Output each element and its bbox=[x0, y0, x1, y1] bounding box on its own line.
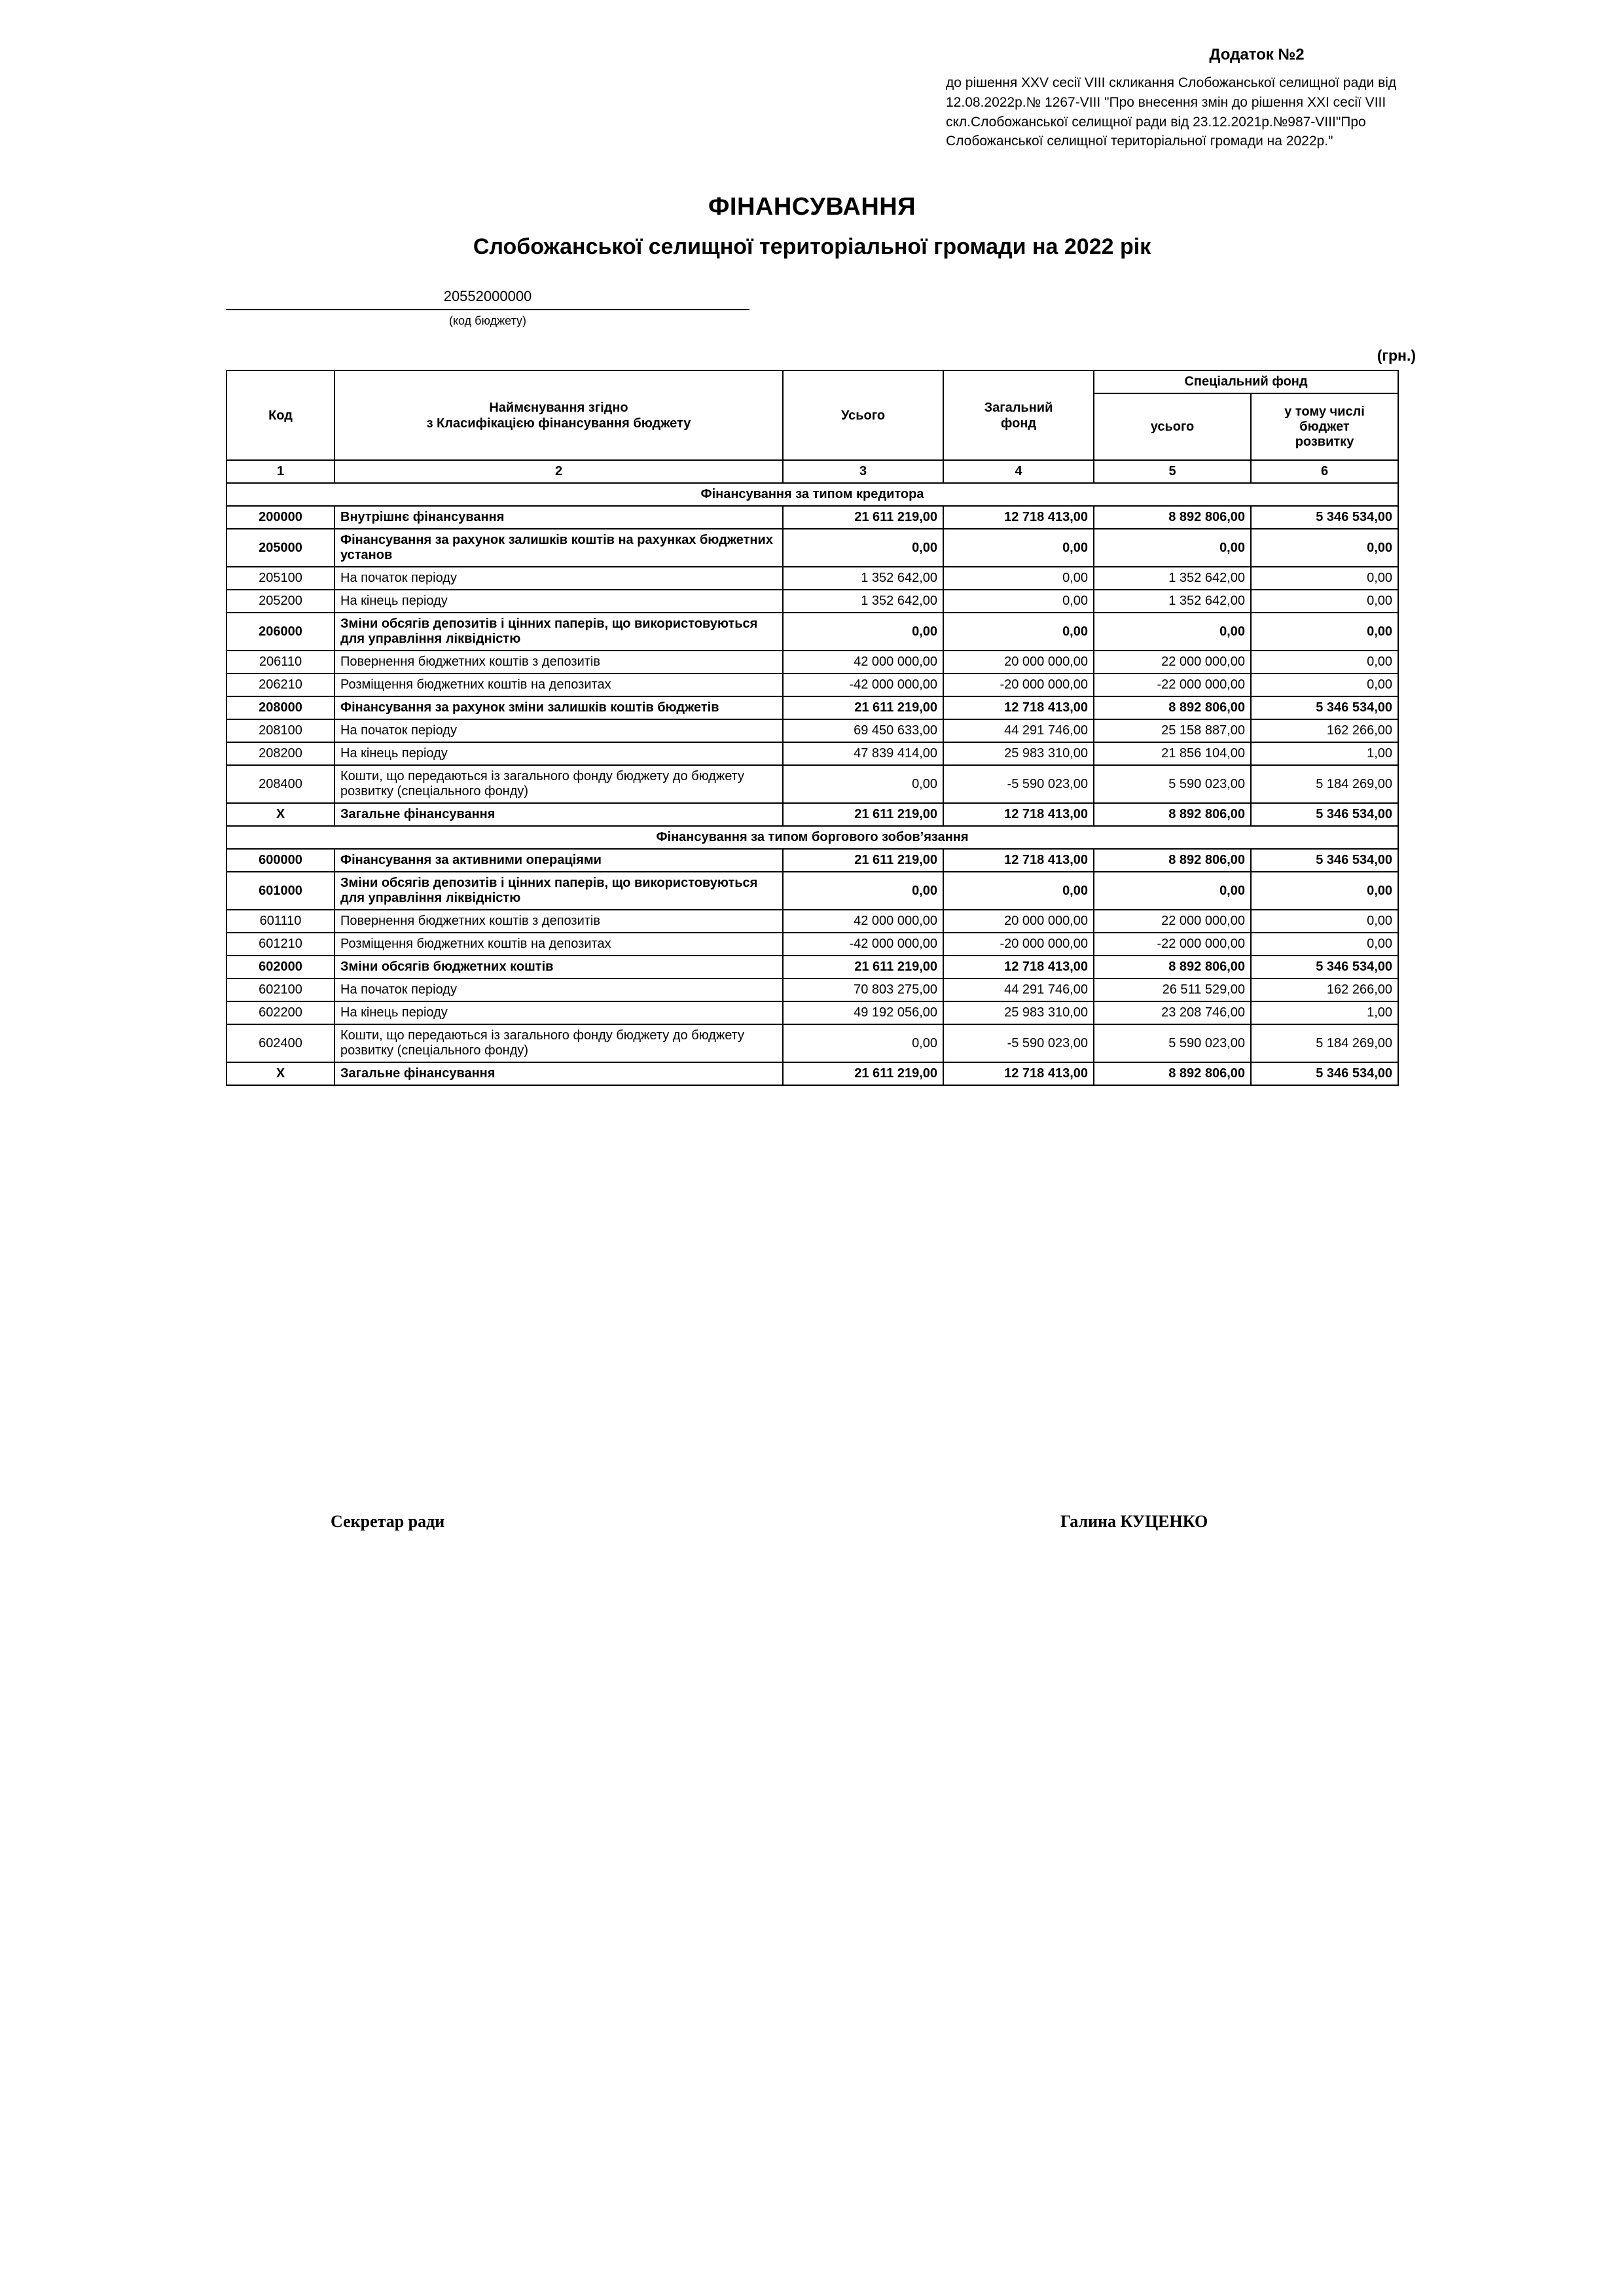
table-row bbox=[226, 849, 1398, 872]
row-code: 602000 bbox=[226, 956, 334, 978]
row-total: -42 000 000,00 bbox=[783, 673, 943, 696]
row-total: 21 611 219,00 bbox=[783, 849, 943, 872]
row-code: 200000 bbox=[226, 506, 334, 529]
row-name: Загальне фінансування bbox=[334, 1062, 783, 1085]
row-total: 21 611 219,00 bbox=[783, 1062, 943, 1085]
row-code: 205100 bbox=[226, 567, 334, 590]
row-development: 162 266,00 bbox=[1251, 978, 1398, 1001]
row-total: 49 192 056,00 bbox=[783, 1001, 943, 1024]
row-name: На початок періоду bbox=[334, 567, 783, 590]
header-total: Усього bbox=[783, 370, 943, 460]
row-name: Внутрішнє фінансування bbox=[334, 506, 783, 529]
row-total: 69 450 633,00 bbox=[783, 719, 943, 742]
row-name: Кошти, що передаються із загального фонду бюджету до бюджету розвитку (спеціального фонду) bbox=[334, 1024, 783, 1062]
row-name: Кошти, що передаються із загального фонду бюджету до бюджету розвитку (спеціального фонду) bbox=[334, 765, 783, 803]
header-special-development bbox=[1251, 393, 1398, 460]
row-special: 21 856 104,00 bbox=[1094, 742, 1251, 765]
row-general: 0,00 bbox=[943, 567, 1094, 590]
row-total: 0,00 bbox=[783, 613, 943, 651]
row-development: 5 184 269,00 bbox=[1251, 1024, 1398, 1062]
row-total: 21 611 219,00 bbox=[783, 696, 943, 719]
row-development: 1,00 bbox=[1251, 742, 1398, 765]
row-code: 206210 bbox=[226, 673, 334, 696]
row-special: 0,00 bbox=[1094, 529, 1251, 567]
row-total: 21 611 219,00 bbox=[783, 506, 943, 529]
row-general: 0,00 bbox=[943, 590, 1094, 613]
table-row bbox=[226, 1001, 1398, 1024]
row-total: 21 611 219,00 bbox=[783, 956, 943, 978]
row-total: 70 803 275,00 bbox=[783, 978, 943, 1001]
row-code: 601110 bbox=[226, 910, 334, 933]
row-name: Повернення бюджетних коштів з депозитів bbox=[334, 651, 783, 673]
row-name: Фінансування за рахунок зміни залишків коштів бюджетів bbox=[334, 696, 783, 719]
table-row bbox=[226, 613, 1398, 651]
row-total: 21 611 219,00 bbox=[783, 803, 943, 826]
row-development: 0,00 bbox=[1251, 872, 1398, 910]
table-row bbox=[226, 506, 1398, 529]
row-special: 8 892 806,00 bbox=[1094, 506, 1251, 529]
currency-note: (грн.) bbox=[1377, 347, 1416, 364]
row-code: 208400 bbox=[226, 765, 334, 803]
row-special: 8 892 806,00 bbox=[1094, 696, 1251, 719]
appendix-reference-line-1: до рішення XXV сесії VIII скликання Слобожанської селищної ради від bbox=[946, 75, 1397, 90]
row-name: Зміни обсягів депозитів і цінних паперів, що використовуються для управління ліквідністю bbox=[334, 872, 783, 910]
row-general: -20 000 000,00 bbox=[943, 933, 1094, 956]
row-special: 8 892 806,00 bbox=[1094, 803, 1251, 826]
header-general-fund bbox=[943, 370, 1094, 460]
signature-name: Галина КУЦЕНКО bbox=[1060, 1512, 1208, 1531]
row-name: Фінансування за активними операціями bbox=[334, 849, 783, 872]
table-row bbox=[226, 590, 1398, 613]
budget-code-value: 20552000000 bbox=[226, 288, 749, 310]
row-code: 208200 bbox=[226, 742, 334, 765]
row-development: 1,00 bbox=[1251, 1001, 1398, 1024]
row-special: 8 892 806,00 bbox=[1094, 849, 1251, 872]
table-row bbox=[226, 673, 1398, 696]
colnum-4: 4 bbox=[943, 460, 1094, 483]
row-development: 5 184 269,00 bbox=[1251, 765, 1398, 803]
row-special: 0,00 bbox=[1094, 613, 1251, 651]
row-code: 205200 bbox=[226, 590, 334, 613]
row-development: 0,00 bbox=[1251, 933, 1398, 956]
row-code: X bbox=[226, 1062, 334, 1085]
row-special: 0,00 bbox=[1094, 872, 1251, 910]
row-general: 12 718 413,00 bbox=[943, 506, 1094, 529]
row-code: 206110 bbox=[226, 651, 334, 673]
page-subtitle: Слобожанської селищної територіальної громади на 2022 рік bbox=[473, 234, 1151, 259]
row-special: -22 000 000,00 bbox=[1094, 933, 1251, 956]
appendix-number: Додаток №2 bbox=[1209, 46, 1305, 63]
row-code: 601000 bbox=[226, 872, 334, 910]
row-development: 0,00 bbox=[1251, 529, 1398, 567]
row-general: 20 000 000,00 bbox=[943, 910, 1094, 933]
table-row-total bbox=[226, 803, 1398, 826]
table-header-row-1 bbox=[226, 370, 1398, 393]
table-row bbox=[226, 1024, 1398, 1062]
row-development: 5 346 534,00 bbox=[1251, 696, 1398, 719]
row-name: Повернення бюджетних коштів з депозитів bbox=[334, 910, 783, 933]
header-general-fund-line-1: Загальний bbox=[984, 400, 1053, 415]
row-general: 20 000 000,00 bbox=[943, 651, 1094, 673]
section-title-2: Фінансування за типом боргового зобов’язання bbox=[226, 826, 1398, 849]
row-name: На початок періоду bbox=[334, 978, 783, 1001]
table-row-total bbox=[226, 1062, 1398, 1085]
row-development: 0,00 bbox=[1251, 590, 1398, 613]
table-row bbox=[226, 978, 1398, 1001]
row-name: Розміщення бюджетних коштів на депозитах bbox=[334, 933, 783, 956]
row-development: 0,00 bbox=[1251, 910, 1398, 933]
row-special: 26 511 529,00 bbox=[1094, 978, 1251, 1001]
appendix-reference-line-3: скл.Слобожанської селищної ради від 23.12.2021р.№987-VIII"Про bbox=[946, 114, 1366, 130]
header-special-total: усього bbox=[1094, 393, 1251, 460]
row-special: 25 158 887,00 bbox=[1094, 719, 1251, 742]
row-development: 5 346 534,00 bbox=[1251, 803, 1398, 826]
table-row bbox=[226, 567, 1398, 590]
header-name-line-1: Наймєнування згідно bbox=[489, 400, 628, 415]
row-name: На кінець періоду bbox=[334, 742, 783, 765]
row-special: 8 892 806,00 bbox=[1094, 956, 1251, 978]
row-general: 12 718 413,00 bbox=[943, 849, 1094, 872]
header-special-development-line-2: бюджет bbox=[1299, 419, 1350, 434]
row-total: 42 000 000,00 bbox=[783, 651, 943, 673]
header-name-line-2: з Класифікацією фінансування бюджету bbox=[426, 416, 691, 431]
table-row bbox=[226, 529, 1398, 567]
row-development: 162 266,00 bbox=[1251, 719, 1398, 742]
row-general: -5 590 023,00 bbox=[943, 1024, 1094, 1062]
row-name: На кінець періоду bbox=[334, 590, 783, 613]
table-row bbox=[226, 872, 1398, 910]
table-row bbox=[226, 910, 1398, 933]
row-development: 0,00 bbox=[1251, 567, 1398, 590]
row-code: 206000 bbox=[226, 613, 334, 651]
financing-table bbox=[226, 370, 1399, 1086]
row-general: -20 000 000,00 bbox=[943, 673, 1094, 696]
row-name: Загальне фінансування bbox=[334, 803, 783, 826]
header-special-fund: Спеціальний фонд bbox=[1094, 370, 1398, 393]
colnum-1: 1 bbox=[226, 460, 334, 483]
table-row bbox=[226, 651, 1398, 673]
row-total: 0,00 bbox=[783, 529, 943, 567]
row-code: 602200 bbox=[226, 1001, 334, 1024]
row-name: Зміни обсягів депозитів і цінних паперів, що використовуються для управління ліквідністю bbox=[334, 613, 783, 651]
row-development: 0,00 bbox=[1251, 651, 1398, 673]
row-general: 12 718 413,00 bbox=[943, 956, 1094, 978]
row-special: 5 590 023,00 bbox=[1094, 1024, 1251, 1062]
budget-code-caption: (код бюджету) bbox=[448, 314, 526, 327]
row-special: 22 000 000,00 bbox=[1094, 651, 1251, 673]
row-general: 44 291 746,00 bbox=[943, 978, 1094, 1001]
row-code: 205000 bbox=[226, 529, 334, 567]
row-development: 0,00 bbox=[1251, 613, 1398, 651]
appendix-reference-line-4: Слобожанської селищної територіальної громади на 2022р." bbox=[946, 134, 1333, 149]
row-general: 0,00 bbox=[943, 613, 1094, 651]
header-special-development-line-1: у тому числі bbox=[1284, 404, 1365, 419]
row-general: 25 983 310,00 bbox=[943, 1001, 1094, 1024]
row-code: X bbox=[226, 803, 334, 826]
signature-role: Секретар ради bbox=[331, 1512, 445, 1531]
table-row bbox=[226, 742, 1398, 765]
row-development: 5 346 534,00 bbox=[1251, 506, 1398, 529]
colnum-2: 2 bbox=[334, 460, 783, 483]
row-special: 5 590 023,00 bbox=[1094, 765, 1251, 803]
row-code: 208000 bbox=[226, 696, 334, 719]
row-special: -22 000 000,00 bbox=[1094, 673, 1251, 696]
row-general: 12 718 413,00 bbox=[943, 696, 1094, 719]
row-total: 1 352 642,00 bbox=[783, 567, 943, 590]
row-development: 5 346 534,00 bbox=[1251, 1062, 1398, 1085]
table-row bbox=[226, 956, 1398, 978]
row-name: На початок періоду bbox=[334, 719, 783, 742]
row-general: 12 718 413,00 bbox=[943, 1062, 1094, 1085]
row-special: 1 352 642,00 bbox=[1094, 590, 1251, 613]
row-general: 12 718 413,00 bbox=[943, 803, 1094, 826]
row-special: 1 352 642,00 bbox=[1094, 567, 1251, 590]
section-header-debt-obligation-type bbox=[226, 826, 1398, 849]
row-code: 601210 bbox=[226, 933, 334, 956]
row-name: На кінець періоду bbox=[334, 1001, 783, 1024]
row-total: 0,00 bbox=[783, 765, 943, 803]
section-title-1: Фінансування за типом кредитора bbox=[226, 483, 1398, 506]
appendix-header bbox=[946, 46, 1568, 151]
colnum-3: 3 bbox=[783, 460, 943, 483]
header-special-development-line-3: розвитку bbox=[1295, 434, 1354, 449]
table-row bbox=[226, 696, 1398, 719]
appendix-reference-line-2: 12.08.2022р.№ 1267-VIII "Про внесення змін до рішення XXI сесії VIII bbox=[946, 94, 1386, 110]
row-total: 0,00 bbox=[783, 872, 943, 910]
table-row bbox=[226, 765, 1398, 803]
row-general: 0,00 bbox=[943, 529, 1094, 567]
row-general: 44 291 746,00 bbox=[943, 719, 1094, 742]
table-row bbox=[226, 719, 1398, 742]
row-name: Розміщення бюджетних коштів на депозитах bbox=[334, 673, 783, 696]
row-special: 22 000 000,00 bbox=[1094, 910, 1251, 933]
row-development: 0,00 bbox=[1251, 673, 1398, 696]
row-code: 208100 bbox=[226, 719, 334, 742]
table-row bbox=[226, 933, 1398, 956]
row-total: 47 839 414,00 bbox=[783, 742, 943, 765]
row-general: 0,00 bbox=[943, 872, 1094, 910]
row-code: 602400 bbox=[226, 1024, 334, 1062]
header-name bbox=[334, 370, 783, 460]
row-general: -5 590 023,00 bbox=[943, 765, 1094, 803]
header-code: Код bbox=[226, 370, 334, 460]
section-header-creditor-type bbox=[226, 483, 1398, 506]
row-total: -42 000 000,00 bbox=[783, 933, 943, 956]
row-special: 8 892 806,00 bbox=[1094, 1062, 1251, 1085]
row-special: 23 208 746,00 bbox=[1094, 1001, 1251, 1024]
row-code: 602100 bbox=[226, 978, 334, 1001]
page-title: ФІНАНСУВАННЯ bbox=[708, 193, 916, 221]
row-development: 5 346 534,00 bbox=[1251, 956, 1398, 978]
row-code: 600000 bbox=[226, 849, 334, 872]
column-number-row bbox=[226, 460, 1398, 483]
header-general-fund-line-2: фонд bbox=[1000, 416, 1037, 431]
colnum-5: 5 bbox=[1094, 460, 1251, 483]
colnum-6: 6 bbox=[1251, 460, 1398, 483]
row-general: 25 983 310,00 bbox=[943, 742, 1094, 765]
row-name: Зміни обсягів бюджетних коштів bbox=[334, 956, 783, 978]
row-development: 5 346 534,00 bbox=[1251, 849, 1398, 872]
row-total: 1 352 642,00 bbox=[783, 590, 943, 613]
row-total: 0,00 bbox=[783, 1024, 943, 1062]
row-name: Фінансування за рахунок залишків коштів на рахунках бюджетних установ bbox=[334, 529, 783, 567]
budget-code-block bbox=[226, 288, 749, 328]
row-total: 42 000 000,00 bbox=[783, 910, 943, 933]
